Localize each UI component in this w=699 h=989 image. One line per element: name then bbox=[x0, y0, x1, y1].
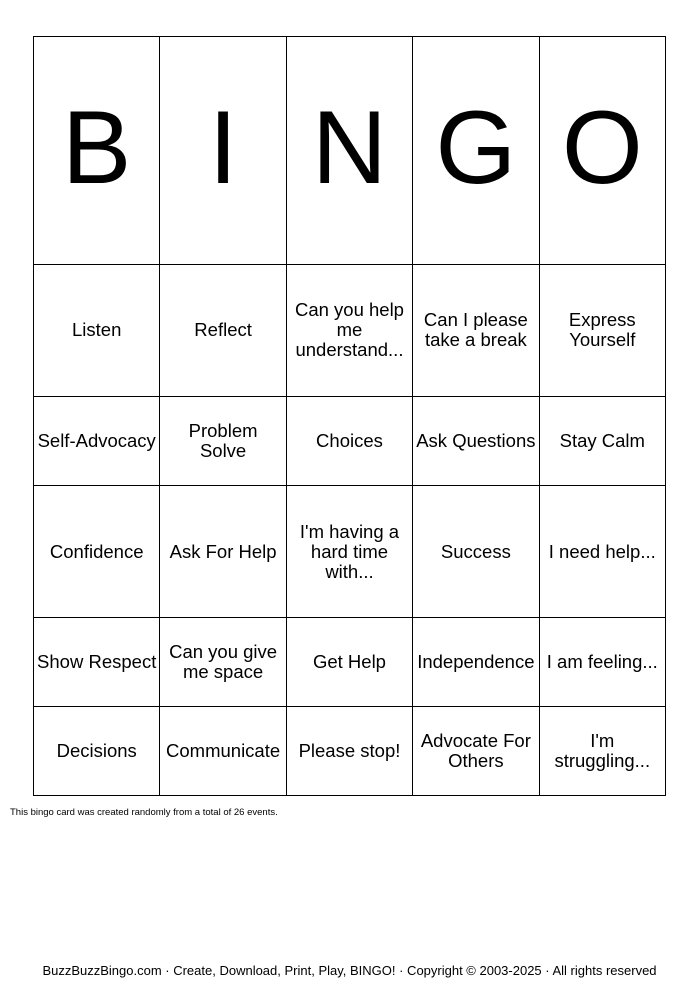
bingo-cell: Ask Questions bbox=[413, 396, 539, 485]
bingo-cell: Listen bbox=[34, 264, 160, 396]
bingo-cell: Get Help bbox=[286, 618, 412, 707]
bingo-cell: Self-Advocacy bbox=[34, 396, 160, 485]
bingo-cell: I am feeling... bbox=[539, 618, 665, 707]
bingo-cell: Please stop! bbox=[286, 707, 412, 796]
bingo-cell: Can I please take a break bbox=[413, 264, 539, 396]
bingo-cell: Communicate bbox=[160, 707, 286, 796]
bingo-cell: I'm having a hard time with... bbox=[286, 485, 412, 617]
header-cell-g bbox=[413, 37, 539, 265]
bingo-cell: Reflect bbox=[160, 264, 286, 396]
header-row bbox=[34, 37, 666, 265]
header-cell-b bbox=[34, 37, 160, 265]
bingo-cell: Can you help me understand... bbox=[286, 264, 412, 396]
bingo-cell: Stay Calm bbox=[539, 396, 665, 485]
footer-text: BuzzBuzzBingo.com · Create, Download, Print, Play, BINGO! · Copyright © 2003-2025 · All rights reserved bbox=[42, 963, 657, 978]
header-letter: O bbox=[561, 90, 643, 207]
header-cell-i bbox=[160, 37, 286, 265]
bingo-cell: Can you give me space bbox=[160, 618, 286, 707]
bingo-card bbox=[33, 36, 666, 796]
bingo-cell: I'm struggling... bbox=[539, 707, 665, 796]
header-letter: N bbox=[311, 90, 388, 207]
header-letter: I bbox=[208, 90, 238, 207]
bingo-cell: I need help... bbox=[539, 485, 665, 617]
bingo-cell: Decisions bbox=[34, 707, 160, 796]
header-cell-n bbox=[286, 37, 412, 265]
bingo-cell: Ask For Help bbox=[160, 485, 286, 617]
bingo-row bbox=[34, 707, 666, 796]
bingo-row bbox=[34, 618, 666, 707]
bingo-row bbox=[34, 396, 666, 485]
bingo-cell: Advocate For Others bbox=[413, 707, 539, 796]
header-cell-o bbox=[539, 37, 665, 265]
bingo-cell: Confidence bbox=[34, 485, 160, 617]
header-letter: B bbox=[62, 90, 132, 207]
bingo-cell: Independence bbox=[413, 618, 539, 707]
bingo-row bbox=[34, 264, 666, 396]
bingo-row bbox=[34, 485, 666, 617]
bingo-cell: Show Respect bbox=[34, 618, 160, 707]
header-letter: G bbox=[435, 90, 517, 207]
bingo-cell: Success bbox=[413, 485, 539, 617]
bingo-cell: Choices bbox=[286, 396, 412, 485]
bingo-cell: Problem Solve bbox=[160, 396, 286, 485]
bingo-cell: Express Yourself bbox=[539, 264, 665, 396]
card-note: This bingo card was created randomly from a total of 26 events. bbox=[10, 807, 278, 818]
